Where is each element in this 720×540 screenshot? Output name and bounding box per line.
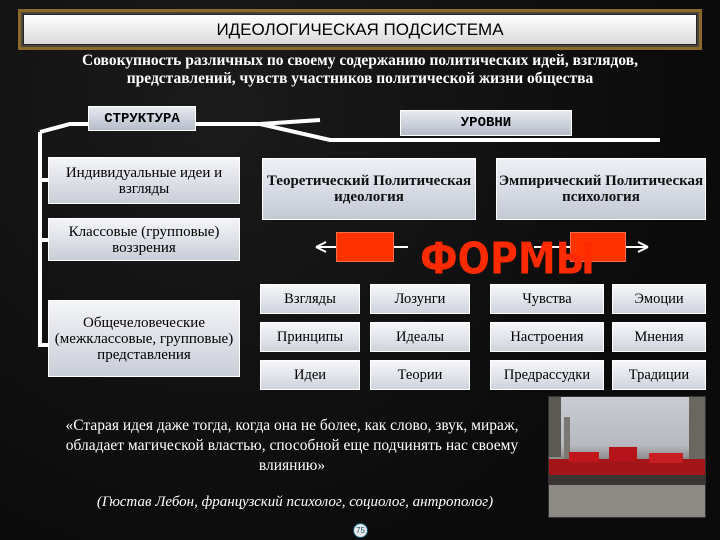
- form-cell: Лозунги: [370, 284, 470, 314]
- definition-line-2: представлений, чувств участников политической жизни общества: [126, 70, 594, 87]
- demonstration-photo: [548, 396, 706, 518]
- form-cell: Мнения: [612, 322, 706, 352]
- structure-item-individual: Индивидуальные идеи и взгляды: [48, 157, 240, 204]
- definition-line-1: Совокупность различных по своему содержанию политических идей, взглядов,: [82, 52, 638, 69]
- forms-marker-left: [336, 232, 394, 262]
- structure-item-class: Классовые (групповые) воззрения: [48, 218, 240, 261]
- form-cell: Взгляды: [260, 284, 360, 314]
- form-cell: Принципы: [260, 322, 360, 352]
- form-cell: Настроения: [490, 322, 604, 352]
- structure-label: СТРУКТУРА: [88, 106, 196, 131]
- form-cell: Предрассудки: [490, 360, 604, 390]
- form-cell: Теории: [370, 360, 470, 390]
- forms-label: ФОРМЫ: [420, 233, 596, 284]
- form-cell: Идеалы: [370, 322, 470, 352]
- page-number: 75: [353, 523, 368, 538]
- form-cell: Эмоции: [612, 284, 706, 314]
- level-empirical: Эмпирический Политическая психология: [496, 158, 706, 220]
- quote-author: (Гюстав Лебон, французский психолог, социолог, антрополог): [96, 494, 494, 510]
- level-theoretical: Теоретический Политическая идеология: [262, 158, 476, 220]
- form-cell: Традиции: [612, 360, 706, 390]
- crowd-image: [549, 397, 706, 518]
- levels-label: УРОВНИ: [400, 110, 572, 136]
- form-cell: Чувства: [490, 284, 604, 314]
- slide-title: ИДЕОЛОГИЧЕСКАЯ ПОДСИСТЕМА: [23, 14, 697, 45]
- quote-text: «Старая идея даже тогда, когда она не более, как слово, звук, мираж, обладает магической властью, способной еще подчинять нас своему влиянию»: [65, 417, 519, 474]
- form-cell: Идеи: [260, 360, 360, 390]
- structure-item-universal: Общечеловеческие (межклассовые, групповые) представления: [48, 300, 240, 377]
